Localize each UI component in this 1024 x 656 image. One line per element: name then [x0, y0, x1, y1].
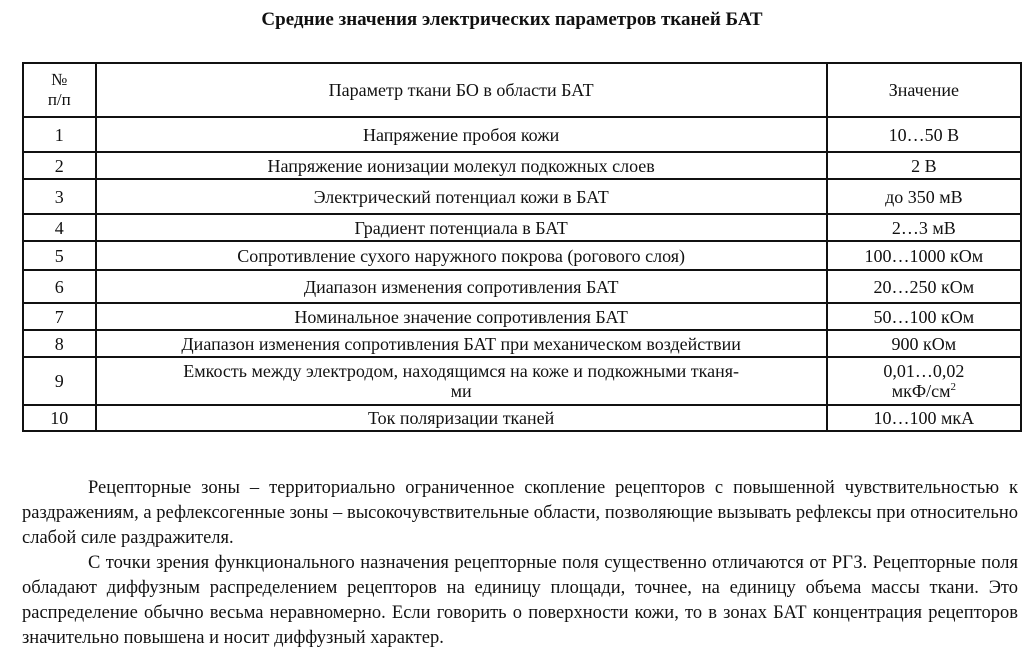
row-value: до 350 мВ	[827, 179, 1021, 214]
row-parameter: Диапазон изменения сопротивления БАТ	[96, 270, 827, 303]
row-value-line1: 0,01…0,02	[883, 361, 965, 381]
row-value: 20…250 кОм	[827, 270, 1021, 303]
row-parameter-line2: ми	[450, 381, 472, 401]
row-parameter: Диапазон изменения сопротивления БАТ при механическом воздействии	[96, 330, 827, 357]
document-title: Средние значения электрических параметров тканей БАТ	[261, 9, 763, 30]
row-number: 3	[23, 179, 96, 214]
table-row	[23, 179, 1021, 214]
row-value: 10…100 мкА	[827, 405, 1021, 431]
row-number: 9	[23, 357, 96, 405]
table-row	[23, 405, 1021, 431]
row-number: 7	[23, 303, 96, 330]
paragraph: Рецепторные зоны – территориально ограниченное скопление рецепторов с повышенной чувствительностью к раздражениям, а рефлексогенные зоны – высокочувствительные области, позволяющие вызывать рефлексы при относительно слабой силе раздражителя.	[22, 478, 1018, 548]
row-value: 10…50 В	[827, 117, 1021, 152]
row-parameter: Напряжение ионизации молекул подкожных слоев	[96, 152, 827, 179]
table-row	[23, 214, 1021, 241]
table-row	[23, 241, 1021, 270]
row-parameter: Градиент потенциала в БАТ	[96, 214, 827, 241]
row-value: 2 В	[827, 152, 1021, 179]
row-value: 2…3 мВ	[827, 214, 1021, 241]
table-header-row	[23, 63, 1021, 117]
row-number: 8	[23, 330, 96, 357]
body-text	[22, 476, 1018, 651]
row-number: 2	[23, 152, 96, 179]
row-number: 10	[23, 405, 96, 431]
header-number-line2: п/п	[47, 90, 71, 109]
table-row	[23, 152, 1021, 179]
row-parameter	[96, 357, 827, 405]
row-value	[827, 357, 1021, 405]
row-value: 100…1000 кОм	[827, 241, 1021, 270]
row-number: 1	[23, 117, 96, 152]
table-row	[23, 330, 1021, 357]
paragraph: С точки зрения функционального назначения рецепторные поля существенно отличаются от РГЗ. Рецепторные поля обладают диффузным распределением рецепторов на единицу площади, точнее, на единицу объема массы ткани. Это распределение обычно весьма неравномерно. Если говорить о поверхности кожи, то в зонах БАТ концентрация рецепторов значительно повышена и носит диффузный характер.	[22, 553, 1018, 648]
row-value: 900 кОм	[827, 330, 1021, 357]
row-parameter: Напряжение пробоя кожи	[96, 117, 827, 152]
row-parameter: Электрический потенциал кожи в БАТ	[96, 179, 827, 214]
row-parameter: Ток поляризации тканей	[96, 405, 827, 431]
row-value-superscript: 2	[950, 381, 956, 393]
row-parameter: Сопротивление сухого наружного покрова (рогового слоя)	[96, 241, 827, 270]
table-row	[23, 303, 1021, 330]
row-number: 4	[23, 214, 96, 241]
header-number	[23, 63, 96, 117]
row-number: 5	[23, 241, 96, 270]
row-number: 6	[23, 270, 96, 303]
header-parameter: Параметр ткани БО в области БАТ	[96, 63, 827, 117]
parameters-table	[22, 62, 1022, 432]
row-parameter: Номинальное значение сопротивления БАТ	[96, 303, 827, 330]
table-row	[23, 270, 1021, 303]
row-value-line2: мкФ/см	[891, 381, 951, 401]
header-value: Значение	[827, 63, 1021, 117]
row-value: 50…100 кОм	[827, 303, 1021, 330]
table-row	[23, 357, 1021, 405]
table-row	[23, 117, 1021, 152]
header-number-line1: №	[51, 70, 68, 89]
row-parameter-line1: Емкость между электродом, находящимся на коже и подкожными тканя-	[183, 361, 740, 381]
